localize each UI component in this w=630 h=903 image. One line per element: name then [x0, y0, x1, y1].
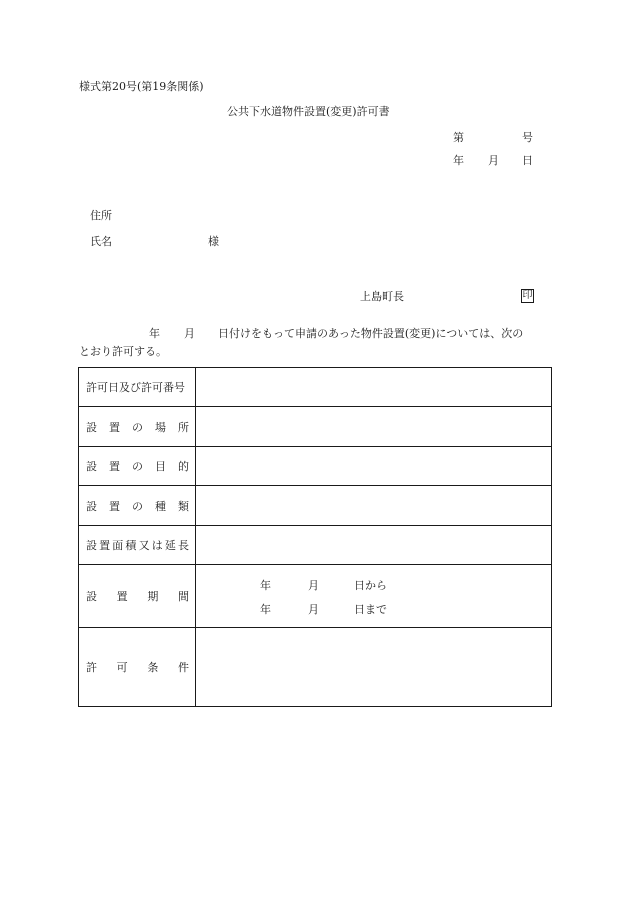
- period-from-day: 日から: [354, 579, 387, 592]
- location-value[interactable]: [196, 407, 552, 447]
- period-to-month: 月: [308, 603, 319, 616]
- conditions-label-cell: [79, 628, 196, 707]
- conditions-value[interactable]: [196, 628, 552, 707]
- period-to-day: 日まで: [354, 603, 387, 616]
- address-label: 住所: [90, 209, 112, 222]
- permit-date-number-label-cell: [79, 368, 196, 407]
- location-label-cell: [79, 407, 196, 447]
- area-label-cell: [79, 526, 196, 565]
- area-value[interactable]: [196, 526, 552, 565]
- seal-mark: 印: [522, 290, 533, 301]
- period-from-line: [196, 572, 551, 596]
- conditions-label: 許 可 条 件: [86, 661, 189, 674]
- purpose-label: 設 置 の 目 的: [86, 460, 189, 473]
- period-to-year: 年: [260, 603, 271, 616]
- period-to-line: [196, 596, 551, 620]
- body-text-line2: とおり許可する。: [79, 345, 167, 358]
- period-label-cell: [79, 565, 196, 628]
- form-number: 様式第20号(第19条関係): [79, 80, 204, 93]
- purpose-label-cell: [79, 447, 196, 486]
- location-label: 設 置 の 場 所: [86, 420, 189, 434]
- issuer-name: 上島町長: [360, 290, 404, 303]
- permit-date-number-value[interactable]: [196, 368, 552, 407]
- period-from-month: 月: [308, 579, 319, 592]
- body-month-label: 月: [184, 327, 195, 340]
- name-label: 氏名: [90, 235, 112, 248]
- permit-date-number-label: 許可日及び許可番号: [86, 381, 185, 394]
- area-label: 設 置 面 積 又 は 延 長: [86, 539, 189, 552]
- type-label-cell: [79, 486, 196, 526]
- issue-year-label: 年: [453, 154, 464, 167]
- honorific-label: 様: [208, 235, 219, 248]
- period-from-year: 年: [260, 579, 271, 592]
- issue-month-label: 月: [488, 154, 499, 167]
- body-text-line1: 日付けをもって申請のあった物件設置(変更)については、次の: [218, 327, 524, 340]
- issue-day-label: 日: [522, 154, 533, 167]
- type-value[interactable]: [196, 486, 552, 526]
- period-value[interactable]: [196, 565, 552, 628]
- type-label: 設 置 の 種 類: [86, 499, 189, 513]
- period-label: 設 置 期 間: [86, 590, 189, 603]
- body-year-label: 年: [149, 327, 160, 340]
- permit-details-table: [78, 367, 552, 707]
- permit-number-prefix: 第: [453, 131, 464, 144]
- purpose-value[interactable]: [196, 447, 552, 486]
- permit-number-suffix: 号: [522, 131, 533, 144]
- document-title: 公共下水道物件設置(変更)許可書: [227, 105, 390, 118]
